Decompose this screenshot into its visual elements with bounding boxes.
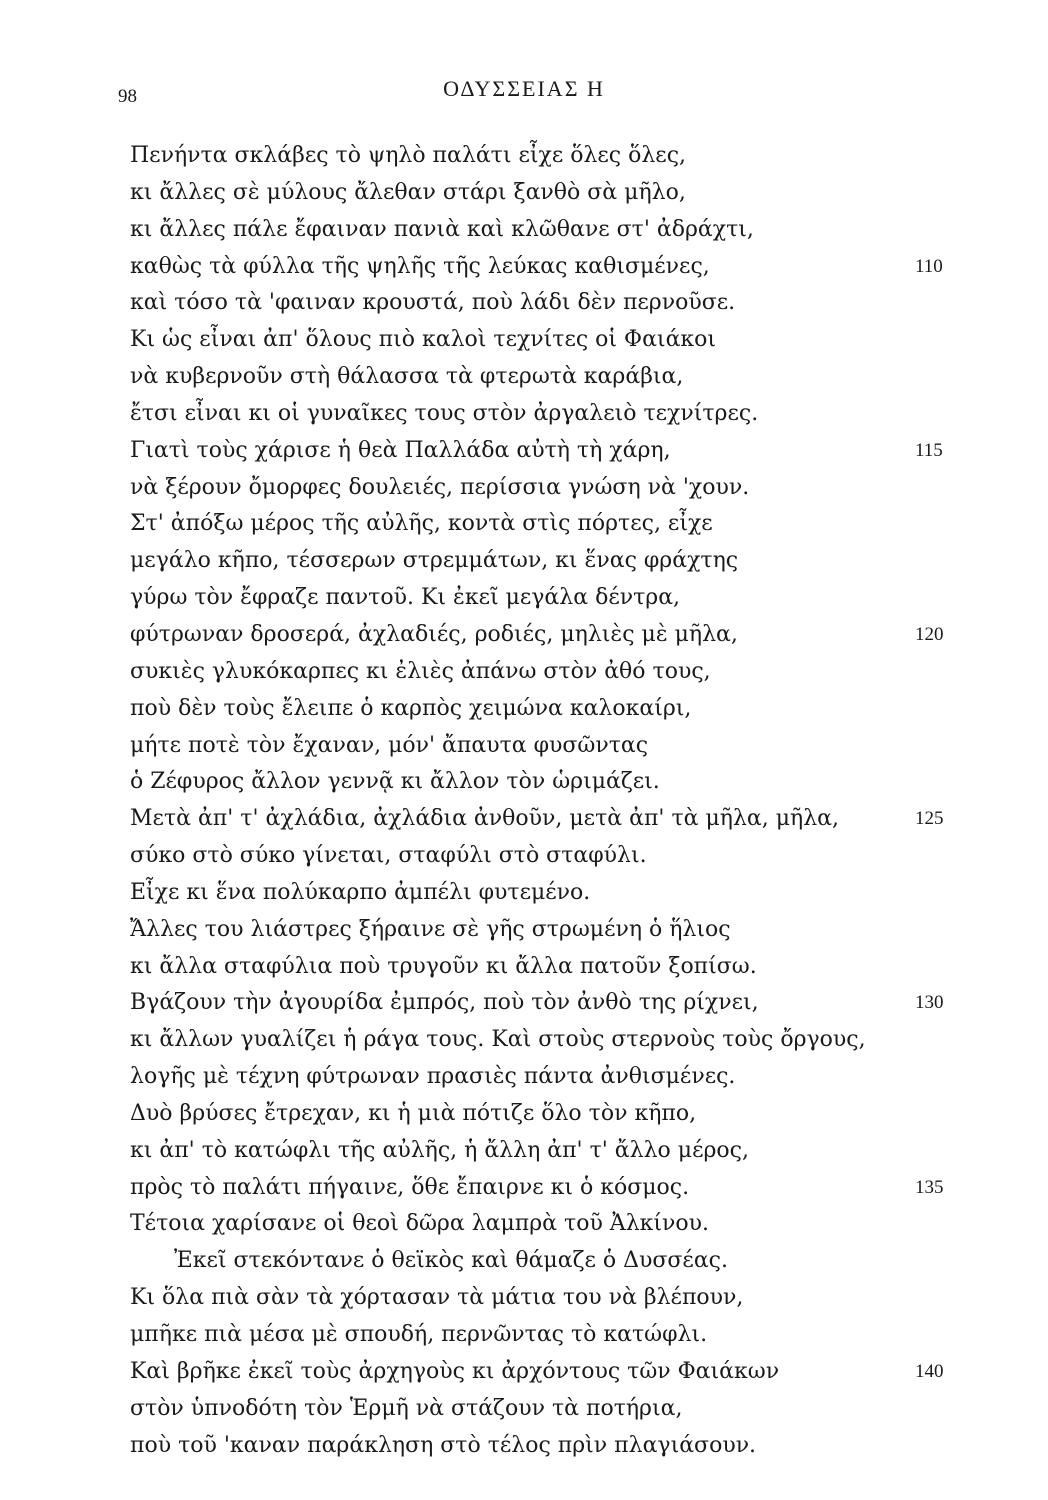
page-number: 98: [118, 86, 137, 107]
verse-line: [130, 617, 944, 654]
verse-text: Γιατὶ τοὺς χάρισε ἡ θεὰ Παλλάδα αὐτὴ τὴ χάρη,: [130, 437, 671, 463]
verse-line: [130, 1022, 930, 1059]
verse-text: μπῆκε πιὰ μέσα μὲ σπουδή, περνῶντας τὸ κατώφλι.: [130, 1322, 708, 1347]
verse-line: [130, 764, 930, 801]
verse-line: [130, 543, 930, 580]
verse-text: γύρω τὸν ἔφραζε παντοῦ. Κι ἐκεῖ μεγάλα δέντρα,: [130, 585, 681, 611]
verse-line: [130, 691, 930, 728]
verse-text: συκιὲς γλυκόκαρπες κι ἐλιὲς ἀπάνω στὸν ἀθό τους,: [130, 658, 711, 684]
verse-line: [130, 359, 930, 396]
verse-text: καθὼς τὰ φύλλα τῆς ψηλῆς τῆς λεύκας καθισμένες,: [130, 253, 710, 279]
verse-line: [130, 1428, 930, 1465]
line-number: 115: [915, 439, 943, 461]
verse-line: [130, 433, 943, 470]
verse-line: [130, 249, 943, 286]
verse-text: Κι ὡς εἶναι ἀπ' ὅλους πιὸ καλοὶ τεχνίτες οἱ Φαιάκοι: [130, 327, 717, 353]
verse-line: [130, 1317, 930, 1354]
verse-text: νὰ κυβερνοῦν στὴ θάλασσα τὰ φτερωτὰ καράβια,: [130, 364, 684, 390]
verse-text: φύτρωναν δροσερά, ἀχλαδιές, ροδιές, μηλιὲς μὲ μῆλα,: [130, 621, 738, 647]
verse-text: Καὶ βρῆκε ἐκεῖ τοὺς ἀρχηγοὺς κι ἀρχόντους τῶν Φαιάκων: [130, 1358, 780, 1384]
verse-text: ἔτσι εἶναι κι οἱ γυναῖκες τους στὸν ἀργαλειὸ τεχνίτρες.: [130, 400, 759, 426]
verse-line: [130, 1206, 930, 1243]
verse-text: καὶ τόσο τὰ 'φαιναν κρουστά, ποὺ λάδι δὲν περνοῦσε.: [130, 290, 736, 316]
verse-line: [130, 212, 930, 249]
verse-line: [130, 949, 930, 986]
verse-text: ποὺ δὲν τοὺς ἔλειπε ὁ καρπὸς χειμώνα καλοκαίρι,: [130, 695, 692, 721]
verse-line: [130, 1059, 930, 1096]
verse-line: [130, 396, 930, 433]
line-number: 120: [915, 623, 944, 645]
line-number: 110: [915, 255, 943, 277]
verse-text: Πενήντα σκλάβες τὸ ψηλὸ παλάτι εἶχε ὅλες ὅλες,: [130, 143, 687, 168]
verse-line: [130, 1170, 944, 1207]
verse-line: [130, 838, 930, 875]
verse-text: κι ἀπ' τὸ κατώφλι τῆς αὐλῆς, ἡ ἄλλη ἀπ' τ' ἄλλο μέρος,: [130, 1137, 749, 1163]
verse-line: [130, 654, 930, 691]
verse-text: κι ἄλλες πάλε ἔφαιναν πανιὰ καὶ κλῶθανε στ' ἀδράχτι,: [130, 216, 754, 242]
verse-line: [130, 285, 930, 322]
verse-text: πρὸς τὸ παλάτι πήγαινε, ὅθε ἔπαιρνε κι ὁ κόσμος.: [130, 1174, 690, 1200]
verse-text: στὸν ὑπνοδότη τὸν Ἑρμῆ νὰ στάζουν τὰ ποτήρια,: [130, 1395, 683, 1421]
verse-text: μεγάλο κῆπο, τέσσερων στρεμμάτων, κι ἕνας φράχτης: [130, 548, 739, 574]
verse-line: [130, 1096, 930, 1133]
verse-line: [130, 1354, 944, 1391]
verse-line: [130, 506, 930, 543]
verse-text: Δυὸ βρύσες ἔτρεχαν, κι ἡ μιὰ πότιζε ὅλο τὸν κῆπο,: [130, 1100, 697, 1126]
line-number: 125: [915, 808, 944, 830]
verse-text: νὰ ξέρουν ὄμορφες δουλειές, περίσσια γνώση νὰ 'χουν.: [130, 474, 750, 500]
verse-line: [130, 728, 930, 765]
verse-text: σύκο στὸ σύκο γίνεται, σταφύλι στὸ σταφύλι.: [130, 843, 647, 869]
line-number: 130: [915, 992, 944, 1014]
line-number: 140: [915, 1360, 944, 1382]
verse-text: Κι ὅλα πιὰ σὰν τὰ χόρτασαν τὰ μάτια του νὰ βλέπουν,: [130, 1285, 744, 1311]
verse-text: Εἶχε κι ἕνα πολύκαρπο ἀμπέλι φυτεμένο.: [130, 879, 591, 905]
verse-line: [130, 1280, 930, 1317]
running-title: ΟΔΥΣΣΕΙΑΣ Η: [443, 76, 605, 101]
verse-line: [130, 470, 930, 507]
verse-line: [130, 801, 944, 838]
verse-line: [130, 175, 930, 212]
verse-text: μήτε ποτὲ τὸν ἔχαναν, μόν' ἄπαυτα φυσῶντας: [130, 732, 649, 758]
verse-line: [130, 322, 930, 359]
verse-line: [130, 1243, 930, 1280]
verse-text: κι ἄλλων γυαλίζει ἡ ράγα τους. Καὶ στοὺς στερνοὺς τοὺς ὄργους,: [130, 1027, 866, 1053]
verse-text: ὁ Ζέφυρος ἄλλον γεννᾷ κι ἄλλον τὸν ὡριμάζει.: [130, 769, 660, 795]
verse-line: [130, 138, 930, 175]
verse-text: Βγάζουν τὴν ἀγουρίδα ἐμπρός, ποὺ τὸν ἀνθὸ της ρίχνει,: [130, 990, 759, 1016]
verse-text: Ἄλλες του λιάστρες ξήραινε σὲ γῆς στρωμένη ὁ ἥλιος: [130, 916, 731, 942]
verse-text: Στ' ἀπόξω μέρος τῆς αὐλῆς, κοντὰ στὶς πόρτες, εἶχε: [130, 511, 713, 537]
verse-text: κι ἄλλες σὲ μύλους ἄλεθαν στάρι ξανθὸ σὰ μῆλο,: [130, 179, 686, 205]
verse-line: [130, 1133, 930, 1170]
verse-text: λογῆς μὲ τέχνη φύτρωναν πρασιὲς πάντα ἀνθισμένες.: [130, 1064, 736, 1090]
verse-text: Μετὰ ἀπ' τ' ἀχλάδια, ἀχλάδια ἀνθοῦν, μετὰ ἀπ' τὰ μῆλα, μῆλα,: [130, 806, 840, 832]
verse-line: [130, 580, 930, 617]
verse-text: ποὺ τοῦ 'καναν παράκληση στὸ τέλος πρὶν πλαγιάσουν.: [130, 1432, 757, 1458]
verse-line: [130, 1391, 930, 1428]
verse-line: [130, 985, 944, 1022]
verse-list: [130, 138, 944, 1464]
line-number: 135: [915, 1176, 944, 1198]
verse-line: [130, 912, 930, 949]
verse-line: [130, 875, 930, 912]
verse-text: Ἐκεῖ στεκόντανε ὁ θεϊκὸς καὶ θάμαζε ὁ Δυσσέας.: [174, 1248, 728, 1274]
verse-text: Τέτοια χαρίσανε οἱ θεοὶ δῶρα λαμπρὰ τοῦ Ἀλκίνου.: [130, 1211, 710, 1237]
verse-text: κι ἄλλα σταφύλια ποὺ τρυγοῦν κι ἄλλα πατοῦν ξοπίσω.: [130, 953, 757, 979]
